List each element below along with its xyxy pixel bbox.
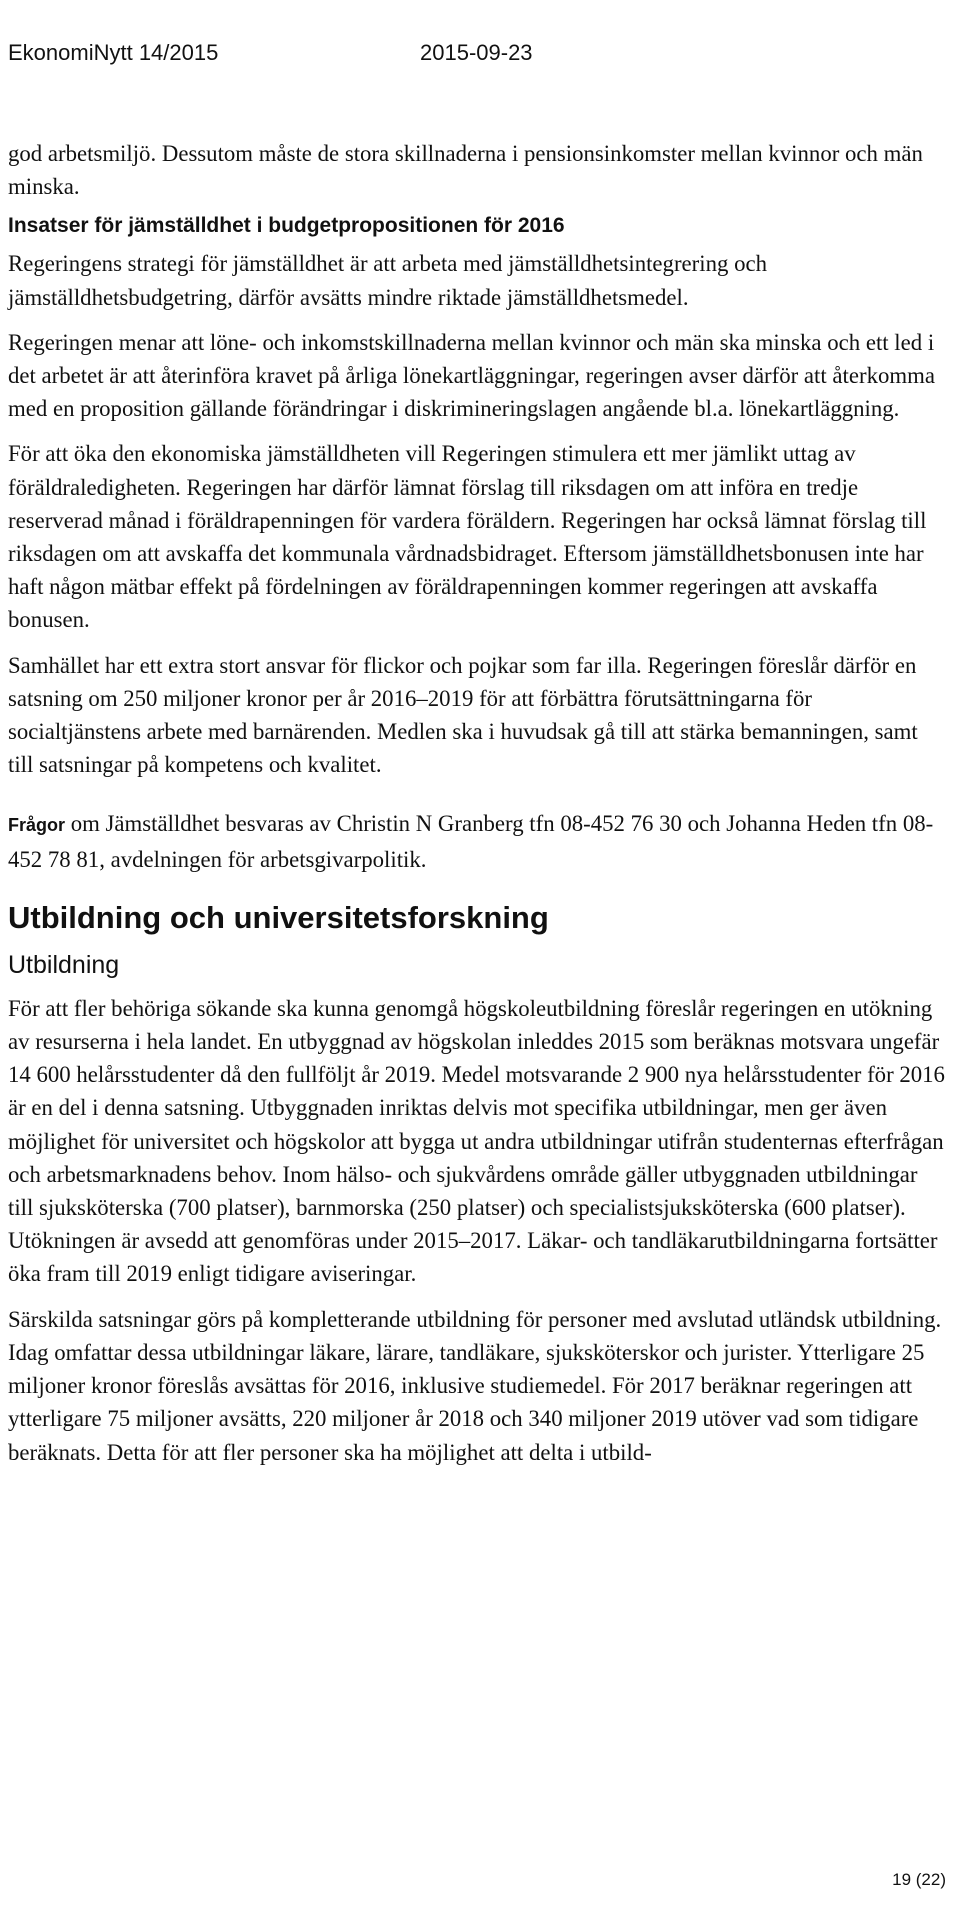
paragraph: För att öka den ekonomiska jämställdheten vill Regeringen stimulera ett mer jämlikt uttag av föräldraledigheten. Regeringen har därför lämnat förslag till riksdagen om att införa en tredje reserverad månad i föräldrapenningen för vardera föräldern. Regeringen har också lämnat förslag till riksdagen om att avskaffa det kommunala vårdnadsbidraget. Eftersom jämställdhetsbonusen inte har haft någon mätbar effekt på fördelningen av föräldrapenningen kommer regeringen att avskaffa bonusen. bbox=[8, 441, 927, 633]
paragraph: Regeringen menar att löne- och inkomstskillnaderna mellan kvinnor och män ska minska och ett led i det arbetet är att återinföra kravet på årliga lönekartläggningar, regeringen avser därför att återkomma med en proposition gällande förändringar i diskrimineringslagen angående bl.a. lönekartläggning. bbox=[8, 329, 935, 422]
questions-paragraph bbox=[8, 807, 946, 875]
page-number: 19 (22) bbox=[892, 1870, 946, 1889]
questions-label: Frågor bbox=[8, 815, 66, 836]
publication-title: EkonomiNytt 14/2015 bbox=[8, 40, 219, 65]
section-heading-equality: Insatser för jämställdhet i budgetpropositionen för 2016 bbox=[8, 214, 565, 238]
intro-paragraph: god arbetsmiljö. Dessutom måste de stora skillnaderna i pensionsinkomster mellan kvinnor och män minska. bbox=[8, 141, 923, 200]
questions-text: om Jämställdhet besvaras av Christin N Granberg tfn 08-452 76 30 och Johanna Heden tfn 08-452 78 81, avdelningen för arbetsgivarpolitik. bbox=[8, 811, 934, 872]
paragraph: Regeringens strategi för jämställdhet är att arbeta med jämställdhetsintegrering och jämställdhetsbudgetring, därför avsätts mindre riktade jämställdhetsmedel. bbox=[8, 251, 767, 310]
section-heading-education: Utbildning och universitetsforskning bbox=[8, 899, 549, 935]
subsection-heading-education: Utbildning bbox=[8, 950, 120, 979]
paragraph: Samhället har ett extra stort ansvar för flickor och pojkar som far illa. Regeringen föreslår därför en satsning om 250 miljoner kronor per år 2016–2019 för att förbättra förutsättningarna för socialtjänstens arbete med barnärenden. Medlen ska i huvudsak gå till att stärka bemanningen, samt till satsningar på kompetens och kvalitet. bbox=[8, 652, 918, 778]
paragraph: Särskilda satsningar görs på kompletterande utbildning för personer med avslutad utländsk utbildning. Idag omfattar dessa utbildningar läkare, lärare, tandläkare, sjuksköterskor och jurister. Ytterligare 25 miljoner kronor föreslås avsättas för 2016, inklusive studiemedel. För 2017 beräknar regeringen att ytterligare 75 miljoner avsätts, 220 miljoner år 2018 och 340 miljoner 2019 utöver vad som tidigare beräknats. Detta för att fler personer ska ha möjlighet att delta i utbild- bbox=[8, 1306, 942, 1465]
paragraph: För att fler behöriga sökande ska kunna genomgå högskoleutbildning föreslår regeringen en utökning av resurserna i hela landet. En utbyggnad av högskolan inleddes 2015 som beräknas motsvara ungefär 14 600 helårsstudenter då den fullföljt år 2019. Medel motsvarande 2 900 nya helårsstudenter för 2016 är en del i denna satsning. Utbyggnaden inriktas delvis mot specifika utbildningar, men ger även möjlighet för universitet och högskolor att bygga ut andra utbildningar utifrån studenternas efterfrågan och arbetsmarknadens behov. Inom hälso- och sjukvårdens område gäller utbyggnaden utbildningar till sjuksköterska (700 platser), barnmorska (250 platser) och specialistsjuksköterska (600 platser). Utökningen är avsedd att genomföras under 2015–2017. Läkar- och tandläkarutbildningarna fortsätter öka fram till 2019 enligt tidigare aviseringar. bbox=[8, 995, 945, 1287]
page-content bbox=[8, 137, 946, 1481]
publication-date: 2015-09-23 bbox=[420, 40, 533, 65]
